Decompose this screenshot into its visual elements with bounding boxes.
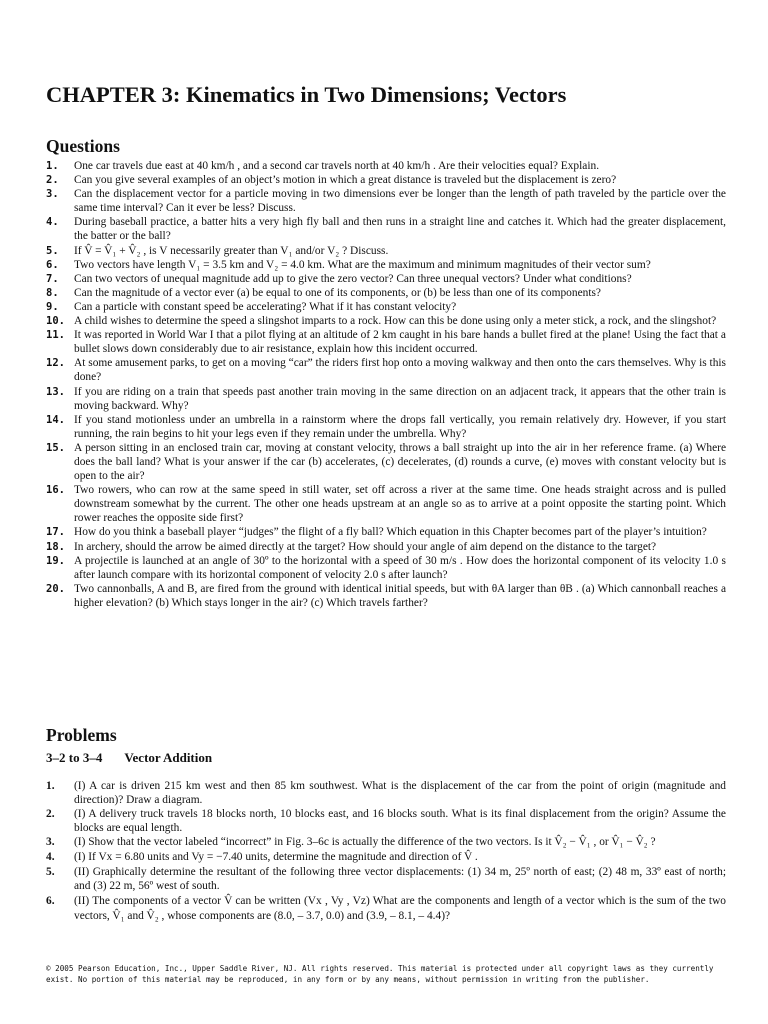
problems-heading: Problems	[46, 725, 117, 745]
question-item	[46, 173, 726, 187]
problem-item	[46, 894, 726, 924]
question-text: A projectile is launched at an angle of 30º to the horizontal with a speed of 30 m/s . How does the horizontal component of its velocity 1.0 s after launch compare with its horizontal component of velocity 2.0 s after launch?	[74, 554, 726, 581]
question-number: 9.	[46, 300, 59, 313]
question-number: 1.	[46, 160, 59, 172]
question-item	[46, 582, 726, 610]
question-number: 11.	[46, 329, 65, 342]
question-number: 8.	[46, 286, 59, 299]
question-number: 3.	[46, 188, 59, 201]
problems-section-range: 3–2 to 3–4	[46, 750, 103, 765]
question-number: 10.	[46, 315, 65, 328]
copyright-footer: © 2005 Pearson Education, Inc., Upper Saddle River, NJ. All rights reserved. This material is protected under all copyright laws as they currently exist. No portion of this material may be reproduced, in any form or by any means, without permission in writing from the publisher.	[46, 964, 714, 984]
question-item	[46, 328, 726, 356]
question-text: At some amusement parks, to get on a moving “car” the riders first hop onto a moving walkway and then onto the cars themselves. Why is this done?	[74, 357, 726, 384]
question-text: Can a particle with constant speed be accelerating? What if it has constant velocity?	[74, 300, 457, 313]
question-text: Can two vectors of unequal magnitude add up to give the zero vector? Can three unequal vectors? Under what conditions?	[74, 272, 632, 285]
question-text: Two vectors have length V₁ = 3.5 km and V₂ = 4.0 km. What are the maximum and minimum magnitudes of their vector sum?	[74, 258, 651, 271]
question-text: Can you give several examples of an object’s motion in which a great distance is traveled but the displacement is zero?	[74, 174, 617, 187]
problem-text: (II) The components of a vector V̂ can be written (Vx , Vy , Vz) What are the components and length of a vector which is the sum of the two vectors, V̂₁ and V̂₂ , whose components are (8.0, – 3.7, 0.0) and (3.9, – 8.1, – 4.4)?	[74, 894, 726, 922]
question-number: 2.	[46, 174, 59, 187]
question-item	[46, 286, 726, 300]
problem-text: (I) If Vx = 6.80 units and Vy = −7.40 units, determine the magnitude and direction of V̂ .	[74, 851, 478, 864]
questions-heading: Questions	[46, 136, 120, 156]
question-item	[46, 385, 726, 413]
question-text: Can the displacement vector for a particle moving in two dimensions ever be longer than the length of path traveled by the particle over the same time interval? Can it ever be less? Discuss.	[74, 188, 726, 215]
chapter-title: CHAPTER 3: Kinematics in Two Dimensions; Vectors	[46, 82, 567, 107]
question-text: Two cannonballs, A and B, are fired from the ground with identical initial speeds, but with θA larger than θB . (a) Which cannonball reaches a higher elevation? (b) Which stays longer in the air? (c) Which travels farther?	[74, 582, 726, 609]
question-item	[46, 413, 726, 441]
problem-item	[46, 835, 726, 850]
question-number: 5.	[46, 244, 59, 257]
question-item	[46, 159, 726, 173]
problem-text: (I) A car is driven 215 km west and then 85 km southwest. What is the displacement of the car from the point of origin (magnitude and direction)? Draw a diagram.	[74, 780, 726, 807]
problem-text: (I) Show that the vector labeled “incorrect” in Fig. 3–6c is actually the difference of the two vectors. Is it V̂₂ − V̂₁ , or V̂₁ − V̂₂ ?	[74, 836, 656, 849]
question-number: 18.	[46, 540, 65, 553]
question-item	[46, 441, 726, 483]
question-number: 20.	[46, 582, 65, 595]
problem-item	[46, 779, 726, 807]
question-text: In archery, should the arrow be aimed directly at the target? How should your angle of aim depend on the distance to the target?	[74, 540, 657, 553]
question-number: 4.	[46, 216, 59, 229]
problems-list	[46, 779, 726, 924]
question-item	[46, 215, 726, 243]
question-item	[46, 244, 726, 258]
problems-section-heading	[46, 750, 212, 766]
question-number: 7.	[46, 272, 59, 285]
question-text: A child wishes to determine the speed a slingshot imparts to a rock. How can this be done using only a meter stick, a rock, and the slingshot?	[74, 315, 717, 328]
question-text: A person sitting in an enclosed train car, moving at constant velocity, throws a ball straight up into the air in her reference frame. (a) Where does the ball land? What is your answer if the car (b) accelerates, (c) decelerates, (d) rounds a curve, (e) moves with constant velocity but is open to the air?	[74, 441, 726, 483]
question-number: 17.	[46, 526, 65, 539]
question-text: One car travels due east at 40 km/h , and a second car travels north at 40 km/h . Are their velocities equal? Explain.	[74, 160, 600, 172]
question-text: How do you think a baseball player “judges” the flight of a fly ball? Which equation in this Chapter becomes part of the player’s intuition?	[74, 526, 707, 539]
question-number: 14.	[46, 413, 65, 426]
question-number: 6.	[46, 258, 59, 271]
problem-number: 5.	[46, 866, 55, 879]
question-item	[46, 187, 726, 215]
question-text: During baseball practice, a batter hits a very high fly ball and then runs in a straight line and catches it. Which had the greater displacement, the batter or the ball?	[74, 216, 726, 243]
problem-number: 2.	[46, 808, 55, 821]
question-item	[46, 314, 726, 328]
problem-text: (II) Graphically determine the resultant of the following three vector displacements: (1) 34 m, 25º north of east; (2) 48 m, 33º east of north; and (3) 22 m, 56º west of south.	[74, 866, 726, 893]
question-text: If you stand motionless under an umbrella in a rainstorm where the drops fall vertically, you remain relatively dry. However, if you start running, the rain begins to hit your legs even if they remain under the umbrella. Why?	[74, 413, 726, 440]
question-item	[46, 540, 726, 554]
question-item	[46, 356, 726, 384]
problem-item	[46, 865, 726, 893]
question-number: 13.	[46, 385, 65, 398]
problem-item	[46, 850, 726, 865]
problems-section-title: Vector Addition	[124, 750, 213, 765]
problem-item	[46, 807, 726, 835]
questions-list	[46, 159, 726, 610]
question-item	[46, 525, 726, 539]
question-item	[46, 300, 726, 314]
question-text: It was reported in World War I that a pilot flying at an altitude of 2 km caught in his bare hands a bullet fired at the plane! Using the fact that a bullet slows down considerably due to air resistance, explain how this incident occurred.	[74, 329, 726, 356]
question-number: 19.	[46, 554, 65, 567]
question-item	[46, 554, 726, 582]
problem-number: 1.	[46, 780, 55, 792]
question-number: 15.	[46, 441, 65, 454]
question-number: 12.	[46, 357, 65, 370]
question-text: Can the magnitude of a vector ever (a) be equal to one of its components, or (b) be less than one of its components?	[74, 286, 601, 299]
question-number: 16.	[46, 484, 65, 497]
problem-text: (I) A delivery truck travels 18 blocks north, 10 blocks east, and 16 blocks south. What is its final displacement from the origin? Assume the blocks are equal length.	[74, 808, 726, 835]
problem-number: 3.	[46, 836, 55, 849]
question-item	[46, 272, 726, 286]
problem-number: 4.	[46, 851, 55, 864]
question-item	[46, 258, 726, 272]
question-text: If V̂ = V̂₁ + V̂₂ , is V necessarily greater than V₁ and/or V₂ ? Discuss.	[74, 244, 389, 257]
question-item	[46, 483, 726, 525]
question-text: Two rowers, who can row at the same speed in still water, set off across a river at the same time. One heads straight across and is pulled downstream somewhat by the current. The other one heads upstream at an angle so as to arrive at a point opposite the starting point. Which rower reaches the opposite side first?	[74, 484, 726, 525]
question-text: If you are riding on a train that speeds past another train moving in the same direction on an adjacent track, it appears that the other train is moving backward. Why?	[74, 385, 726, 412]
problem-number: 6.	[46, 894, 55, 907]
